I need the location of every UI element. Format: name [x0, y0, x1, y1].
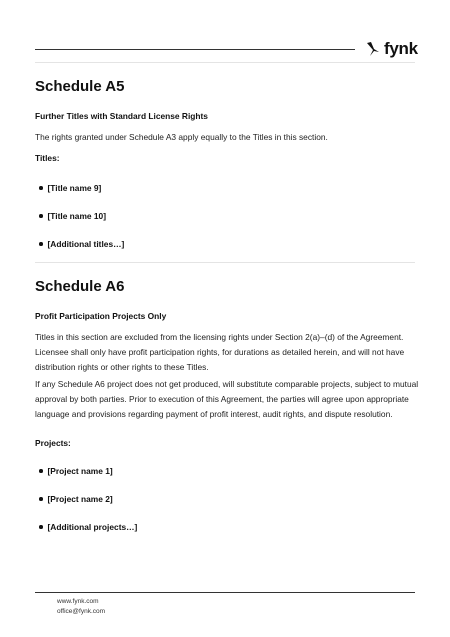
list-item: [Project name 1]: [39, 466, 113, 476]
divider: [35, 62, 415, 63]
bullet-icon: [39, 242, 43, 246]
schedule-a6-heading: Schedule A6: [35, 278, 125, 295]
projects-label: Projects:: [35, 438, 71, 448]
list-item: [Title name 9]: [39, 183, 101, 193]
list-item: [Additional titles…]: [39, 239, 124, 249]
bullet-icon: [39, 525, 43, 529]
footer-rule: [35, 592, 415, 593]
divider: [35, 262, 415, 263]
header-rule: [35, 49, 355, 50]
schedule-a6-paragraph-2: If any Schedule A6 project does not get produced, will substitute comparable projects, subject to mutual approval by both parties. Prior to execution of this Agreement, the parties will agree upon appropriate language and provisions regarding payment of profit interest, audit rights, and dispute resolution.: [35, 379, 419, 419]
bullet-icon: [39, 186, 43, 190]
schedule-a5-heading: Schedule A5: [35, 78, 125, 95]
footer-website[interactable]: www.fynk.com: [57, 598, 99, 605]
logo-text: fynk: [384, 39, 418, 58]
bird-icon: [366, 41, 380, 57]
schedule-a6-subheading: Profit Participation Projects Only: [35, 311, 167, 321]
bullet-icon: [39, 497, 43, 501]
schedule-a6-paragraph-1: Titles in this section are excluded from the licensing rights under Section 2(a)–(d) of the Agreement. Licensee shall only have profit participation rights, for durations as detailed herein, and will not have distribution rights or other rights to these Titles.: [35, 332, 405, 372]
list-item: [Title name 10]: [39, 211, 106, 221]
schedule-a5-intro: The rights granted under Schedule A3 apply equally to the Titles in this section.: [35, 132, 328, 142]
bullet-icon: [39, 469, 43, 473]
bullet-icon: [39, 214, 43, 218]
list-item: [Additional projects…]: [39, 522, 137, 532]
footer-email[interactable]: office@fynk.com: [57, 608, 106, 615]
list-item: [Project name 2]: [39, 494, 113, 504]
fynk-logo: [366, 40, 418, 57]
schedule-a5-subheading: Further Titles with Standard License Rights: [35, 111, 208, 121]
titles-label: Titles:: [35, 153, 60, 163]
